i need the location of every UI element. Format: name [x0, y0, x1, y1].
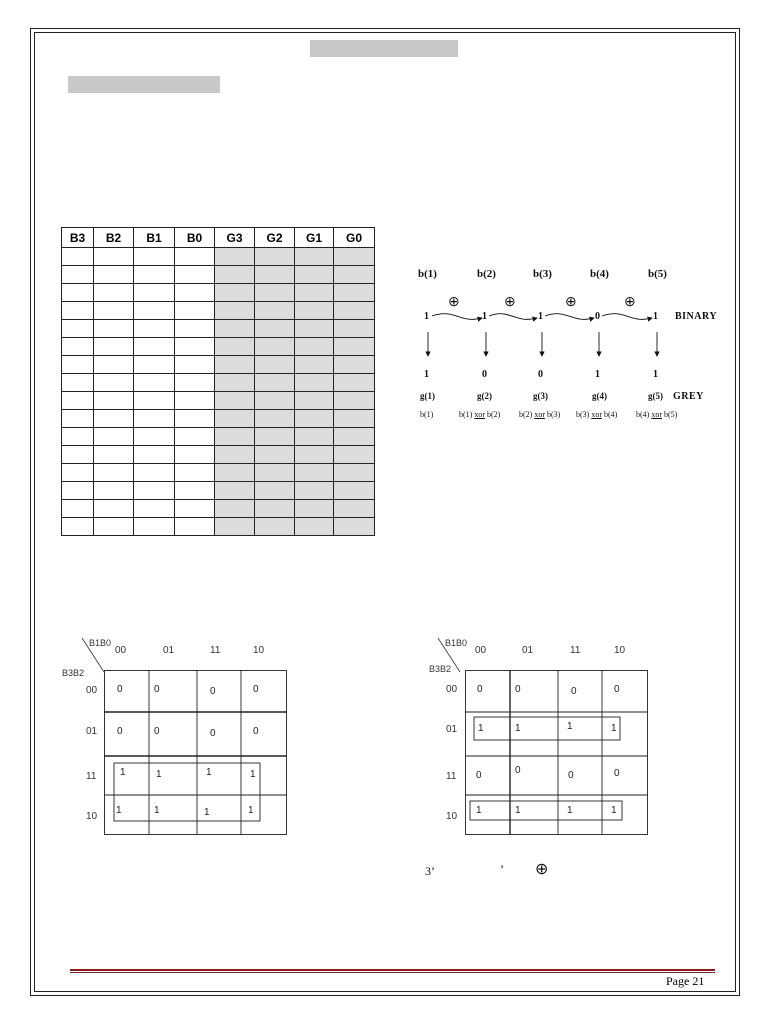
binary-bit: 1	[653, 311, 658, 322]
table-cell	[215, 428, 255, 446]
table-cell	[175, 500, 215, 518]
table-cell	[134, 284, 175, 302]
gray-label: g(2)	[477, 391, 492, 401]
kmap-col-header: 00	[475, 645, 487, 656]
expression-comma: ’	[500, 862, 504, 876]
kmap-corner-top: B1B0	[89, 638, 112, 648]
table-cell	[215, 374, 255, 392]
table-cell	[334, 356, 375, 374]
kmap-cell: 0	[154, 684, 160, 695]
kmap-row-header: 10	[86, 811, 98, 822]
table-cell	[134, 500, 175, 518]
table-cell	[255, 338, 295, 356]
kmap-row-header: 11	[446, 771, 457, 782]
kmap-cell: 0	[614, 768, 620, 779]
table-cell	[62, 410, 94, 428]
gray-label: g(3)	[533, 391, 548, 401]
gray-bit: 0	[538, 369, 543, 380]
table-cell	[94, 320, 134, 338]
table-cell	[255, 392, 295, 410]
table-cell	[334, 284, 375, 302]
table-cell	[295, 338, 334, 356]
table-cell	[255, 428, 295, 446]
carry-arrow	[489, 314, 537, 320]
kmap-cell: 1	[206, 767, 212, 778]
table-cell	[334, 410, 375, 428]
kmap-cell: 0	[117, 684, 123, 695]
table-cell	[62, 464, 94, 482]
group-loop	[474, 717, 620, 740]
table-cell	[175, 356, 215, 374]
table-row	[62, 392, 375, 410]
truth-table-body	[62, 248, 375, 536]
table-cell	[215, 302, 255, 320]
kmap-cell: 1	[476, 805, 482, 816]
redacted-subtitle	[68, 76, 220, 93]
table-cell	[134, 482, 175, 500]
table-cell	[94, 392, 134, 410]
bit-label: b(2)	[477, 268, 496, 280]
table-cell	[175, 320, 215, 338]
table-cell	[94, 374, 134, 392]
table-cell	[215, 518, 255, 536]
kmap-cell: 0	[210, 728, 216, 739]
table-cell	[94, 500, 134, 518]
kmap-col-header: 10	[614, 645, 626, 656]
gray-formula: b(1)	[420, 410, 434, 419]
col-b0: B0	[175, 228, 215, 248]
table-row	[62, 284, 375, 302]
kmap-cell: 1	[248, 805, 254, 816]
kmap-cell: 1	[567, 721, 573, 732]
kmap-col-header: 11	[210, 645, 221, 656]
col-g3: G3	[215, 228, 255, 248]
kmap-row-header: 01	[446, 724, 458, 735]
carry-arrow	[602, 314, 652, 320]
table-cell	[62, 392, 94, 410]
table-cell	[62, 428, 94, 446]
table-cell	[134, 392, 175, 410]
table-cell	[134, 266, 175, 284]
table-cell	[215, 410, 255, 428]
table-cell	[255, 446, 295, 464]
table-cell	[94, 356, 134, 374]
table-cell	[334, 302, 375, 320]
table-cell	[62, 320, 94, 338]
col-b3: B3	[62, 228, 94, 248]
gray-bit: 0	[482, 369, 487, 380]
table-row	[62, 428, 375, 446]
table-cell	[94, 518, 134, 536]
gray-formula: b(3) xor b(4)	[576, 410, 618, 419]
kmap-cell: 1	[116, 805, 122, 816]
kmap-left-grid	[104, 670, 288, 840]
gray-formula: b(2) xor b(3)	[519, 410, 561, 419]
table-cell	[134, 374, 175, 392]
table-row	[62, 446, 375, 464]
table-cell	[255, 302, 295, 320]
table-cell	[215, 392, 255, 410]
kmap-row-header: 11	[86, 771, 97, 782]
gray-label: g(4)	[592, 391, 607, 401]
table-cell	[255, 374, 295, 392]
table-cell	[94, 266, 134, 284]
carry-arrow	[545, 314, 594, 320]
table-cell	[334, 500, 375, 518]
table-cell	[215, 248, 255, 266]
table-row	[62, 338, 375, 356]
table-cell	[334, 374, 375, 392]
kmap-cell: 0	[568, 770, 574, 781]
binary-bit: 1	[482, 311, 487, 322]
gray-bit: 1	[424, 369, 429, 380]
table-cell	[62, 266, 94, 284]
kmap-cell: 1	[515, 723, 521, 734]
table-cell	[62, 500, 94, 518]
table-row	[62, 410, 375, 428]
table-cell	[334, 320, 375, 338]
table-cell	[215, 446, 255, 464]
table-cell	[215, 284, 255, 302]
kmap-row-header: 00	[446, 684, 458, 695]
table-cell	[62, 446, 94, 464]
kmap-cell: 1	[611, 723, 617, 734]
table-cell	[94, 410, 134, 428]
table-row	[62, 266, 375, 284]
redacted-title	[310, 40, 458, 57]
table-cell	[62, 518, 94, 536]
table-cell	[94, 464, 134, 482]
table-row	[62, 248, 375, 266]
table-row	[62, 464, 375, 482]
table-cell	[175, 446, 215, 464]
diagram-arrows	[415, 300, 665, 370]
table-row	[62, 302, 375, 320]
kmap-cell: 1	[154, 805, 160, 816]
table-cell	[215, 266, 255, 284]
table-cell	[62, 482, 94, 500]
table-cell	[94, 284, 134, 302]
bit-label: b(4)	[590, 268, 609, 280]
kmap-cell: 1	[478, 723, 484, 734]
table-cell	[175, 392, 215, 410]
xor-icon: ⊕	[448, 295, 460, 310]
kmap-cell: 0	[515, 684, 521, 695]
col-b1: B1	[134, 228, 175, 248]
page-number: Page 21	[666, 974, 705, 988]
kmap-cell: 1	[120, 767, 126, 778]
table-cell	[295, 356, 334, 374]
kmap-corner-left: B3B2	[62, 668, 85, 678]
table-cell	[134, 446, 175, 464]
table-cell	[334, 392, 375, 410]
kmap-cell: 0	[253, 684, 259, 695]
table-cell	[255, 266, 295, 284]
table-cell	[295, 266, 334, 284]
group-loop	[470, 801, 622, 820]
bit-label: b(1)	[418, 268, 437, 280]
table-cell	[255, 464, 295, 482]
table-cell	[62, 284, 94, 302]
table-row	[62, 518, 375, 536]
table-cell	[134, 518, 175, 536]
table-cell	[295, 428, 334, 446]
kmap-col-header: 01	[163, 645, 175, 656]
table-cell	[334, 464, 375, 482]
gray-formula: b(1) xor b(2)	[459, 410, 501, 419]
table-cell	[62, 374, 94, 392]
kmap-cell: 1	[156, 769, 162, 780]
table-cell	[94, 338, 134, 356]
kmap-cell: 0	[210, 686, 216, 697]
table-cell	[295, 410, 334, 428]
table-cell	[175, 338, 215, 356]
table-cell	[215, 464, 255, 482]
xor-icon: ⊕	[565, 295, 577, 310]
gray-bit: 1	[653, 369, 658, 380]
table-cell	[295, 392, 334, 410]
table-cell	[94, 482, 134, 500]
xor-icon: ⊕	[504, 295, 516, 310]
xor-icon: ⊕	[624, 295, 636, 310]
table-cell	[334, 428, 375, 446]
col-b2: B2	[94, 228, 134, 248]
kmap-cell: 0	[253, 726, 259, 737]
kmap-col-header: 01	[522, 645, 534, 656]
table-cell	[134, 464, 175, 482]
kmap-cell: 1	[567, 805, 573, 816]
gray-label: g(1)	[420, 391, 435, 401]
table-cell	[175, 374, 215, 392]
grey-label: GREY	[673, 391, 704, 402]
group-loop	[114, 763, 260, 821]
table-cell	[175, 248, 215, 266]
table-cell	[215, 482, 255, 500]
table-row	[62, 500, 375, 518]
kmap-right-grid	[465, 670, 649, 840]
table-cell	[134, 410, 175, 428]
table-cell	[175, 410, 215, 428]
col-g0: G0	[334, 228, 375, 248]
table-cell	[295, 374, 334, 392]
table-cell	[334, 446, 375, 464]
kmap-cell: 0	[476, 770, 482, 781]
table-cell	[94, 428, 134, 446]
table-cell	[255, 356, 295, 374]
col-g1: G1	[295, 228, 334, 248]
kmap-cell: 1	[515, 805, 521, 816]
table-row	[62, 320, 375, 338]
table-cell	[295, 482, 334, 500]
binary-label: BINARY	[675, 311, 718, 322]
table-cell	[175, 266, 215, 284]
kmap-corner-left: B3B2	[429, 664, 452, 674]
table-cell	[255, 410, 295, 428]
table-cell	[334, 518, 375, 536]
kmap-row-header: 01	[86, 726, 98, 737]
table-cell	[255, 320, 295, 338]
kmap-col-header: 00	[115, 645, 127, 656]
table-cell	[295, 500, 334, 518]
kmap-row-header: 10	[446, 811, 458, 822]
binary-bit: 1	[424, 311, 429, 322]
table-cell	[175, 482, 215, 500]
table-cell	[255, 482, 295, 500]
kmap-row-header: 00	[86, 685, 98, 696]
table-row	[62, 482, 375, 500]
table-cell	[334, 266, 375, 284]
table-cell	[255, 500, 295, 518]
table-row	[62, 374, 375, 392]
table-cell	[62, 338, 94, 356]
table-cell	[175, 464, 215, 482]
table-cell	[215, 320, 255, 338]
footer-rule	[70, 969, 715, 971]
bit-label: b(3)	[533, 268, 552, 280]
table-cell	[134, 302, 175, 320]
table-cell	[134, 320, 175, 338]
table-cell	[255, 248, 295, 266]
gray-label: g(5)	[648, 391, 663, 401]
table-cell	[215, 356, 255, 374]
kmap-cell: 0	[614, 684, 620, 695]
gray-bit: 1	[595, 369, 600, 380]
kmap-col-header: 10	[253, 645, 265, 656]
kmap-cell: 0	[477, 684, 483, 695]
table-cell	[175, 302, 215, 320]
binary-bit: 0	[595, 311, 600, 322]
kmap-cell: 1	[611, 805, 617, 816]
carry-arrow	[432, 314, 482, 320]
table-cell	[94, 302, 134, 320]
expression-g3: 3’	[425, 864, 435, 878]
table-row	[62, 356, 375, 374]
table-cell	[334, 482, 375, 500]
table-cell	[255, 518, 295, 536]
table-cell	[295, 248, 334, 266]
table-cell	[134, 248, 175, 266]
bit-label: b(5)	[648, 268, 667, 280]
table-cell	[134, 338, 175, 356]
table-cell	[215, 338, 255, 356]
col-g2: G2	[255, 228, 295, 248]
table-cell	[94, 248, 134, 266]
table-cell	[94, 446, 134, 464]
table-cell	[295, 446, 334, 464]
kmap-cell: 1	[204, 807, 210, 818]
table-cell	[295, 464, 334, 482]
table-cell	[295, 302, 334, 320]
table-cell	[175, 518, 215, 536]
xor-icon: ⊕	[535, 861, 549, 878]
kmap-cell: 0	[117, 726, 123, 737]
table-cell	[175, 428, 215, 446]
table-cell	[334, 338, 375, 356]
table-cell	[295, 320, 334, 338]
kmap-cell: 0	[515, 765, 521, 776]
binary-bit: 1	[538, 311, 543, 322]
table-cell	[175, 284, 215, 302]
table-cell	[295, 284, 334, 302]
kmap-cell: 0	[154, 726, 160, 737]
footer-rule	[70, 972, 715, 973]
table-cell	[62, 302, 94, 320]
table-cell	[215, 500, 255, 518]
table-cell	[62, 356, 94, 374]
kmap-cell: 0	[571, 686, 577, 697]
truth-table	[61, 227, 375, 536]
table-cell	[62, 248, 94, 266]
table-cell	[255, 284, 295, 302]
table-cell	[295, 518, 334, 536]
table-cell	[334, 248, 375, 266]
kmap-corner-top: B1B0	[445, 638, 468, 648]
kmap-col-header: 11	[570, 645, 581, 656]
table-cell	[134, 428, 175, 446]
table-cell	[134, 356, 175, 374]
kmap-cell: 1	[250, 769, 256, 780]
gray-formula: b(4) xor b(5)	[636, 410, 678, 419]
